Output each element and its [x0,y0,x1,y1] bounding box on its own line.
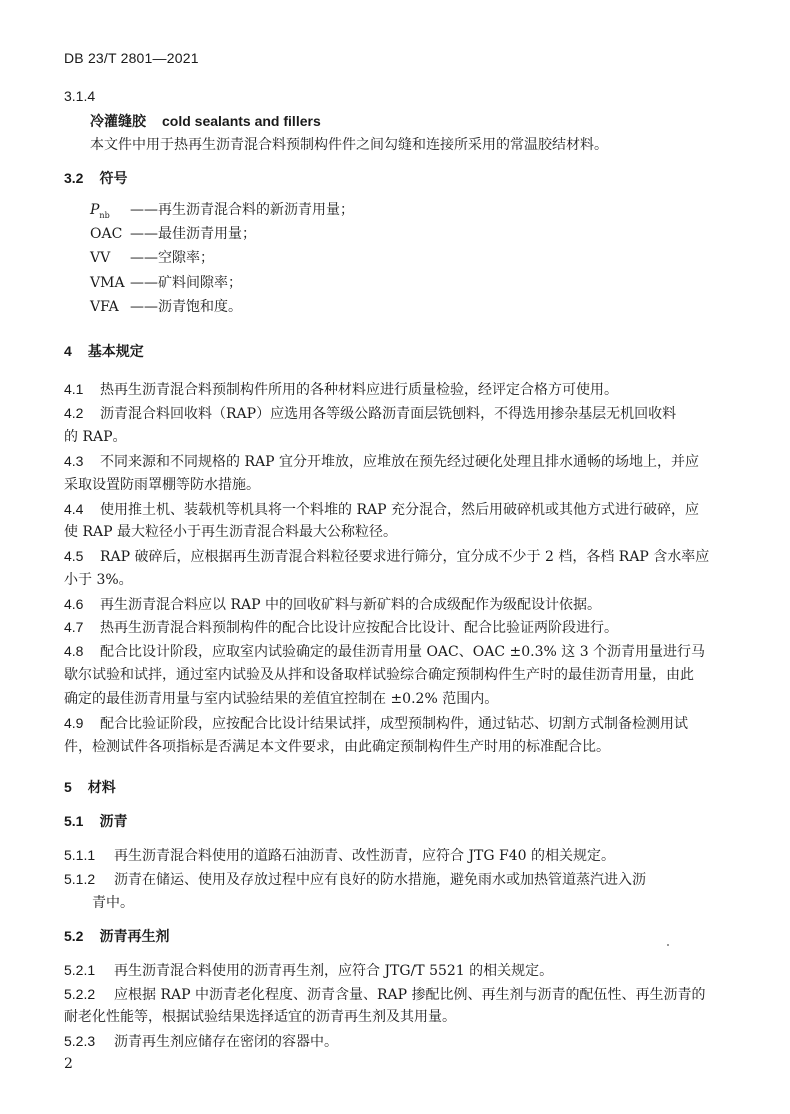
clause-4-7: 4.7 热再生沥青混合料预制构件的配合比设计应按配合比设计、配合比验证两阶段进行。 [64,619,618,636]
symbol-row: VFA ——沥青饱和度。 [90,295,354,319]
document-header: DB 23/T 2801—2021 [64,50,199,66]
symbol-desc: ——空隙率； [130,250,214,267]
term-cn: 冷灌缝胶 [90,114,146,130]
clause-4-4: 4.4 使用推土机、装载机等机具将一个料堆的 RAP 充分混合，然后用破碎机或其他方式进行破碎，应 [64,501,699,518]
chapter-title: 材料 [87,779,116,795]
section-title: 符号 [99,170,128,186]
clause-4-8-line-2: 歇尔试验和试拌，通过室内试验及从拌和设备取样试验综合确定预制构件生产时的最佳沥青用量，由此 [64,667,694,683]
term-definition: 本文件中用于热再生沥青混合料预制构件件之间勾缝和连接所采用的常温胶结材料。 [90,137,608,153]
symbol-row: VV ——空隙率； [90,246,354,270]
symbol-row: OAC ——最佳沥青用量； [90,222,354,246]
clause-5-2-2-line-2: 耐老化性能等，根据试验结果选择适宜的沥青再生剂及其用量。 [64,1009,456,1025]
clause-4-3-line-2: 采取设置防雨罩棚等防水措施。 [64,477,260,493]
page-number: 2 [64,1056,73,1072]
clause-4-9-line-2: 件，检测试件各项指标是否满足本文件要求，由此确定预制构件生产时用的标准配合比。 [64,739,610,755]
clause-4-6: 4.6 再生沥青混合料应以 RAP 中的回收矿料与新矿料的合成级配作为级配设计依据。 [64,596,601,613]
chapter-number: 5 [64,779,72,795]
clause-5-1-2-line-2: 青中。 [92,895,134,911]
symbol-desc: ——矿料间隙率； [130,274,242,291]
clause-5-2-2: 5.2.2 应根据 RAP 中沥青老化程度、沥青含量、RAP 掺配比例、再生剂与沥青的配伍性、再生沥青的 [64,986,706,1003]
section-heading-3-2 [64,168,127,188]
section-number: 3.2 [64,170,84,186]
section-heading-5-2: 5.2 沥青再生剂 [64,928,170,944]
clause-4-9: 4.9 配合比验证阶段，应按配合比设计结果试拌，成型预制构件，通过钻芯、切割方式制备检测用试 [64,715,688,732]
chapter-title: 基本规定 [87,343,144,359]
term-title [90,111,321,132]
chapter-heading-5 [64,777,116,797]
clause-4-2: 4.2 沥青混合料回收料（RAP）应选用各等级公路沥青面层铣刨料，不得选用掺杂基层无机回收料 [64,405,677,422]
clause-4-5: 4.5 RAP 破碎后，应根据再生沥青混合料粒径要求进行筛分，宜分成不少于 2 档，各档 RAP 含水率应 [64,548,710,565]
chapter-number: 4 [64,343,72,359]
symbol-desc: ——再生沥青混合料的新沥青用量； [130,202,354,218]
clause-5-2-3: 5.2.3 沥青再生剂应储存在密闭的容器中。 [64,1033,338,1050]
clause-4-1: 4.1 热再生沥青混合料预制构件所用的各种材料应进行质量检验，经评定合格方可使用。 [64,381,618,398]
clause-5-2-1: 5.2.1 再生沥青混合料使用的沥青再生剂，应符合 JTG/T 5521 的相关规定。 [64,962,554,979]
clause-4-8-line-3: 确定的最佳沥青用量与室内试验结果的差值宜控制在 ±0.2% 范围内。 [64,691,499,707]
scan-speck [667,944,669,946]
symbol-row: VMA ——矿料间隙率； [90,271,354,295]
clause-4-2-line-2: 的 RAP。 [64,429,127,445]
symbol-desc: ——最佳沥青用量； [130,226,256,243]
chapter-heading-4 [64,341,144,361]
clause-5-1-1: 5.1.1 再生沥青混合料使用的道路石油沥青、改性沥青，应符合 JTG F40 的相关规定。 [64,847,616,864]
clause-4-8: 4.8 配合比设计阶段，应取室内试验确定的最佳沥青用量 OAC、OAC ±0.3% 这 3 个沥青用量进行马 [64,643,706,660]
clause-4-4-line-2: 使 RAP 最大粒径小于再生沥青混合料最大公称粒径。 [64,524,397,540]
clause-5-1-2: 5.1.2 沥青在储运、使用及存放过程中应有良好的防水措施，避免雨水或加热管道蒸汽进入沥 [64,871,646,888]
clause-number-3-1-4: 3.1.4 [64,88,96,104]
section-heading-5-1: 5.1 沥青 [64,813,128,829]
clause-4-3: 4.3 不同来源和不同规格的 RAP 宜分开堆放，应堆放在预先经过硬化处理且排水通畅的场地上，并应 [64,453,699,470]
symbol-row: $P_{nb}$ ——再生沥青混合料的新沥青用量； [90,198,354,222]
clause-4-5-line-2: 小于 3%。 [64,572,133,588]
symbol-desc: ——沥青饱和度。 [130,298,242,315]
term-en: cold sealants and fillers [162,113,321,129]
symbol-list [90,198,354,319]
